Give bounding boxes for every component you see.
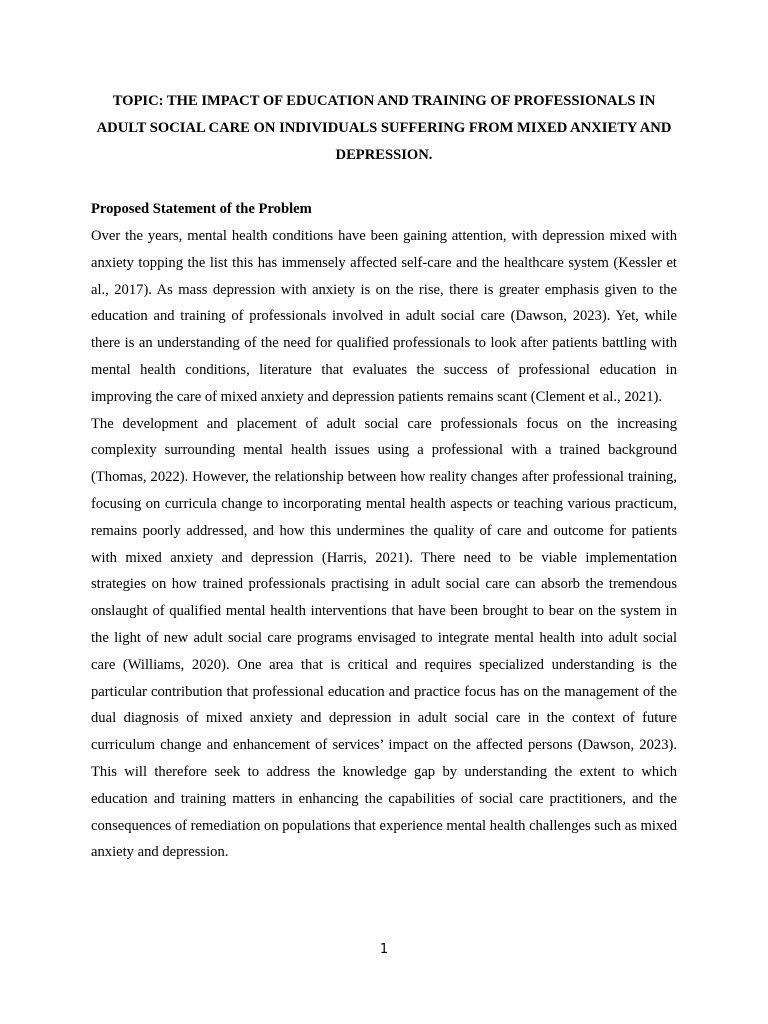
body-text: [91, 223, 677, 866]
paragraph-2: The development and placement of adult social care professionals focus on the increasing complexity surrounding mental health issues using a professional with a trained background (Thomas, 2022). However, the relationship between how reality changes after professional training, focusing on curricula change to incorporating mental health aspects or teaching various practicum, remains poorly addressed, and how this undermines the quality of care and outcome for patients with mixed anxiety and depression (Harris, 2021). There need to be viable implementation strategies on how trained professionals practising in adult social care can absorb the tremendous onslaught of qualified mental health interventions that have been brought to bear on the system in the light of new adult social care programs envisaged to integrate mental health into adult social care (Williams, 2020). One area that is critical and requires specialized understanding is the particular contribution that professional education and practice focus has on the management of the dual diagnosis of mixed anxiety and depression in adult social care in the context of future curriculum change and enhancement of services’ impact on the affected persons (Dawson, 2023). This will therefore seek to address the knowledge gap by understanding the extent to which education and training matters in enhancing the capabilities of social care practitioners, and the consequences of remediation on populations that experience mental health challenges such as mixed anxiety and depression.: [91, 415, 677, 861]
page-number: 1: [379, 942, 389, 957]
document-title: TOPIC: THE IMPACT OF EDUCATION AND TRAINING OF PROFESSIONALS IN ADULT SOCIAL CARE ON INDIVIDUALS SUFFERING FROM MIXED ANXIETY AND DEPRESSION.: [96, 93, 672, 163]
section-heading: Proposed Statement of the Problem: [91, 201, 312, 217]
paragraph-1: Over the years, mental health conditions have been gaining attention, with depression mixed with anxiety topping the list this has immensely affected self-care and the healthcare system (Kessler et al., 2017). As mass depression with anxiety is on the rise, there is greater emphasis given to the education and training of professionals involved in adult social care (Dawson, 2023). Yet, while there is an understanding of the need for qualified professionals to look after patients battling with mental health conditions, literature that evaluates the success of professional education in improving the care of mixed anxiety and depression patients remains scant (Clement et al., 2021).: [91, 228, 677, 405]
